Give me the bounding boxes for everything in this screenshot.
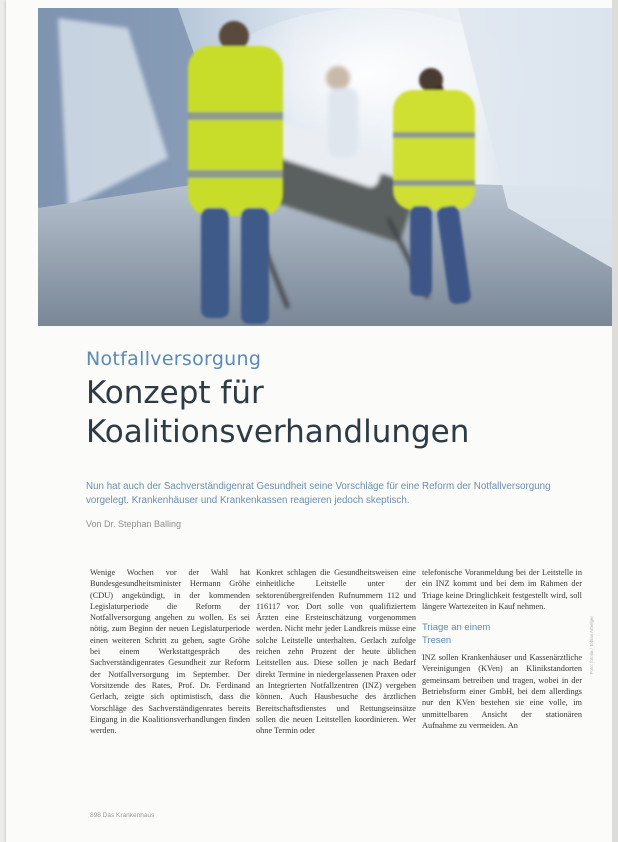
body-column-2 xyxy=(256,567,416,736)
article-lead: Nun hat auch der Sachverständigenrat Gesundheit seine Vorschläge für eine Reform der Notfallversorgung vorgelegt. Krankenhäuser und Krankenkassen reagieren jedoch skeptisch. xyxy=(86,481,551,506)
article-title-line-1: Konzept für xyxy=(86,375,264,411)
body-paragraph: Konkret schlagen die Gesundheitsweisen eine einheitliche Leitstelle unter der sektorenübergreifenden Rufnummern 112 und 116117 vor. Dort solle von qualifiziertem Ärzten eine Ersteinschätzung vorgenommen werden. Nicht mehr jeder Landkreis müsse eine solche Leitstelle unterhalten. Gerlach zufolge reichen zehn Prozent der heute üblichen Leitstellen aus. Diese sollen je nach Bedarf direkt Termine in niedergelassenen Praxen oder an Integrierten Notfallzentren (INZ) vergeben können. Auch Hausbesuche des ärztlichen Bereitschaftsdienstes und Rettungseinsätze sollen die neuen Leitstellen koordinieren. Wer ohne Termin oder xyxy=(256,568,416,736)
body-column-1 xyxy=(90,567,250,736)
article-kicker: Notfallversorgung xyxy=(86,348,262,370)
subheading-line-1: Triage an einem xyxy=(422,622,491,634)
body-column-3 xyxy=(422,567,582,731)
page-footer: 898 Das Krankenhaus xyxy=(90,812,155,819)
subheading-line-2: Tresen xyxy=(422,635,452,647)
article-title-line-2: Koalitionsverhandlungen xyxy=(86,414,470,450)
photo-credit: Foto: fotolia / Tobias Arhelger xyxy=(589,616,594,675)
article-author: Von Dr. Stephan Balling xyxy=(86,519,182,529)
page-edge-shadow xyxy=(612,0,618,842)
hero-photo-paramedics-hallway xyxy=(38,8,612,326)
section-subheading xyxy=(422,621,582,647)
body-paragraph: telefonische Voranmeldung bei der Leitstelle in ein INZ kommt und bei dem im Rahmen der Triage keine Dringlichkeit festgestellt wird, soll längere Wartezeiten in Kauf nehmen. xyxy=(422,568,582,611)
body-paragraph: Wenige Wochen vor der Wahl hat Bundesgesundheitsminister Hermann Gröhe (CDU) angekündigt, in der kommenden Legislaturperiode die Reform der Notfallversorgung angehen zu wollen. Es sei nötig, zum Beginn der neuen Legislaturperiode einen weiteren Schritt zu gehen, sagte Gröhe bei einem Werkstattgespräch des Sachverständigenrates Gesundheit zur Reform der Notfallversorgung im September. Der Vorsitzende des Rates, Prof. Dr. Ferdinand Gerlach, zeigte sich optimistisch, dass die Vorschläge des Sachverständigenrates bereits Eingang in die Koalitionsverhandlungen finden werden. xyxy=(90,568,250,736)
body-paragraph: INZ sollen Krankenhäuser und Kassenärztliche Vereinigungen (KVen) an Klinikstandorten gemeinsam betreiben und tragen, wobei in der Betriebsform einer GmbH, bei dem allerdings nur den KVen bestehen sie eine volle, im unmittelbaren Ansicht der stationären Aufnahme zu vermeiden. An xyxy=(422,653,582,730)
article-title xyxy=(86,374,586,452)
